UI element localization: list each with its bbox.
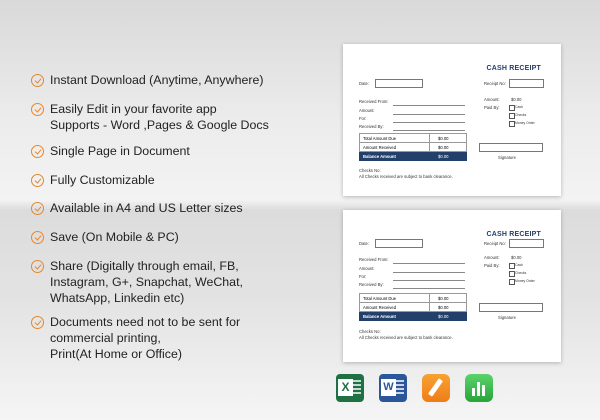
checkbox (509, 105, 515, 111)
clearance-note: All Checks received are subject to bank clearance. (359, 174, 453, 179)
pages-icon (422, 374, 450, 402)
table-row (359, 143, 467, 152)
feature-text: commercial printing, (50, 331, 161, 345)
amount-right-label: Amount: (484, 97, 500, 102)
feature-text: WhatsApp, Linkedin etc) (50, 291, 185, 305)
table-row (359, 293, 467, 303)
app-icons (336, 374, 508, 402)
receipt-title: CASH RECEIPT (486, 231, 541, 238)
date-field (375, 239, 423, 248)
signature-field (479, 303, 543, 312)
feature-text: Instagram, G+, Snapchat, WeChat, (50, 275, 243, 289)
feature-text: Documents need not to be sent for (50, 315, 241, 329)
feature-item (31, 101, 269, 133)
feature-item (31, 172, 155, 188)
checks-label: Checks (515, 271, 527, 275)
word-icon: W (379, 374, 407, 402)
checkbox (509, 113, 515, 119)
total-due-label: Total Amount Due (360, 134, 430, 142)
clearance-note: All Checks received are subject to bank clearance. (359, 335, 453, 340)
field-line (393, 288, 465, 289)
amount-received-label: Amount Received (360, 143, 430, 151)
field-line (393, 130, 465, 131)
field-line (393, 105, 465, 106)
field-line (393, 122, 465, 123)
money-order-label: Money Order (515, 279, 535, 283)
receipt-preview (343, 210, 561, 362)
paid-by-label: Paid By: (484, 105, 500, 110)
paid-by-label: Paid By: (484, 263, 500, 268)
check-circle-icon (31, 231, 44, 244)
feature-text: Print(At Home or Office) (50, 347, 182, 361)
check-circle-icon (31, 202, 44, 215)
feature-text: Instant Download (Anytime, Anywhere) (50, 73, 264, 87)
table-row (359, 133, 467, 143)
amount-received-value: $0.00 (438, 304, 449, 310)
field-line (393, 280, 465, 281)
check-circle-icon (31, 145, 44, 158)
balance-label: Balance Amount (360, 312, 430, 320)
receipt-no-field (509, 79, 544, 88)
total-due-label: Total Amount Due (360, 294, 430, 302)
checkbox (509, 121, 515, 127)
cash-label: Cash (515, 263, 523, 267)
checkbox (509, 279, 515, 285)
amount-right-value: $0.00 (511, 97, 522, 102)
numbers-icon (465, 374, 493, 402)
amount-right-value: $0.00 (511, 255, 522, 260)
received-from-label: Received From: (359, 257, 389, 262)
money-order-label: Money Order (515, 121, 535, 125)
check-circle-icon (31, 74, 44, 87)
checkbox (509, 271, 515, 277)
total-due-value: $0.00 (438, 295, 449, 301)
table-row (359, 312, 467, 321)
feature-text: Fully Customizable (50, 173, 155, 187)
amount-label: Amount: (359, 266, 375, 271)
check-circle-icon (31, 174, 44, 187)
feature-text: Share (Digitally through email, FB, (50, 259, 239, 273)
receipt-preview (343, 44, 561, 196)
feature-text: Easily Edit in your favorite app (50, 102, 217, 116)
receipt-no-field (509, 239, 544, 248)
table-row (359, 303, 467, 312)
feature-item (31, 258, 243, 306)
field-line (393, 272, 465, 273)
feature-item (31, 72, 264, 88)
received-from-label: Received From: (359, 99, 389, 104)
signature-label: Signature (498, 155, 516, 160)
cash-label: Cash (515, 105, 523, 109)
received-by-label: Received By: (359, 282, 384, 287)
feature-text: Supports - Word ,Pages & Google Docs (50, 118, 269, 132)
field-line (393, 263, 465, 264)
feature-item (31, 143, 190, 159)
checks-label: Checks (515, 113, 527, 117)
feature-text: Available in A4 and US Letter sizes (50, 201, 243, 215)
amount-received-label: Amount Received (360, 303, 430, 311)
checks-no-label: Checks No: (359, 168, 381, 173)
check-circle-icon (31, 316, 44, 329)
date-label: Date: (359, 81, 370, 86)
amount-table (359, 133, 467, 161)
field-line (393, 114, 465, 115)
for-label: For: (359, 116, 367, 121)
signature-field (479, 143, 543, 152)
date-label: Date: (359, 241, 370, 246)
amount-label: Amount: (359, 108, 375, 113)
excel-icon: X (336, 374, 364, 402)
check-circle-icon (31, 103, 44, 116)
feature-item (31, 314, 240, 362)
amount-right-label: Amount: (484, 255, 500, 260)
signature-label: Signature (498, 315, 516, 320)
receipt-no-label: Receipt No: (484, 241, 506, 246)
checkbox (509, 263, 515, 269)
check-circle-icon (31, 260, 44, 273)
for-label: For: (359, 274, 367, 279)
amount-table (359, 293, 467, 321)
balance-label: Balance Amount (360, 152, 430, 160)
checks-no-label: Checks No: (359, 329, 381, 334)
balance-value: $0.00 (438, 313, 449, 319)
date-field (375, 79, 423, 88)
table-row (359, 152, 467, 161)
feature-item (31, 229, 179, 245)
received-by-label: Received By: (359, 124, 384, 129)
amount-received-value: $0.00 (438, 144, 449, 150)
feature-item (31, 200, 243, 216)
feature-text: Save (On Mobile & PC) (50, 230, 179, 244)
balance-value: $0.00 (438, 153, 449, 159)
total-due-value: $0.00 (438, 135, 449, 141)
receipt-title: CASH RECEIPT (486, 65, 541, 72)
feature-text: Single Page in Document (50, 144, 190, 158)
receipt-no-label: Receipt No: (484, 81, 506, 86)
